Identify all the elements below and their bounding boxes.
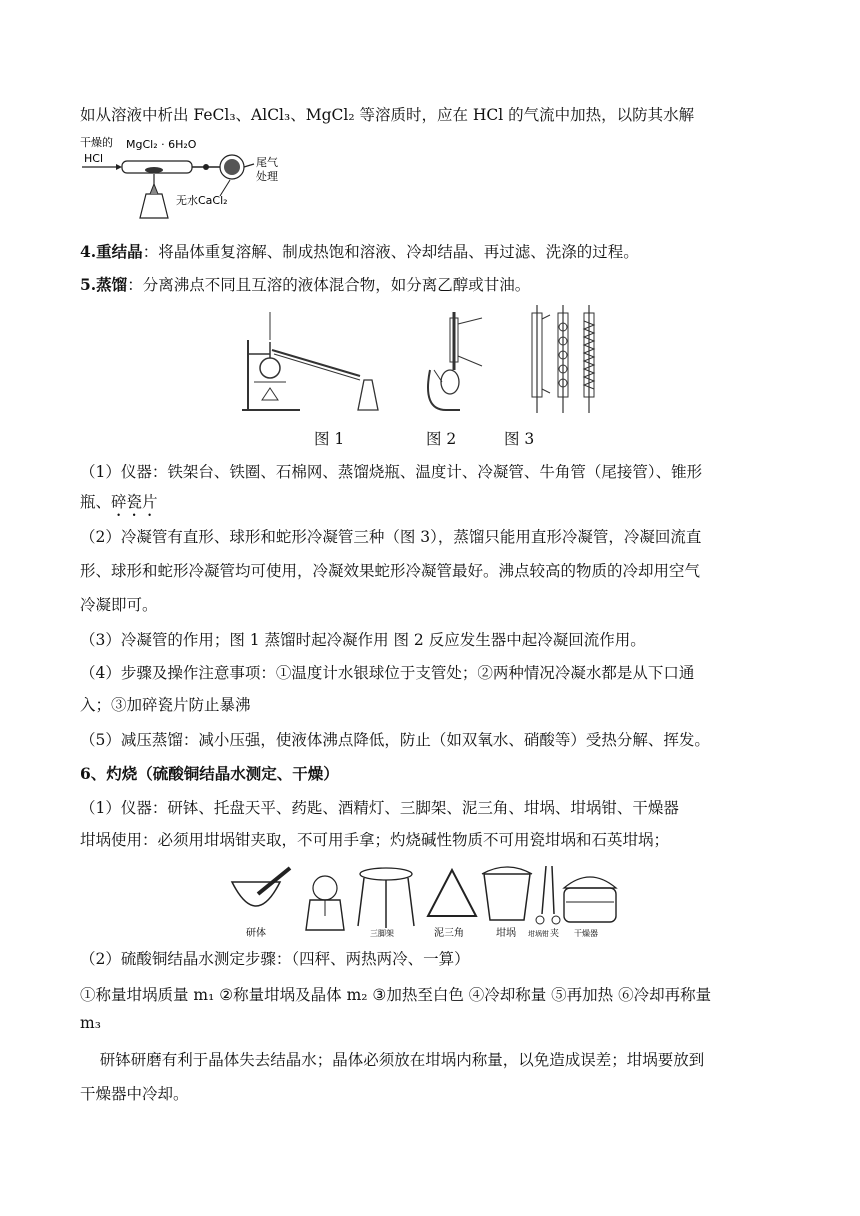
distill-p1-prefix: 瓶、	[80, 493, 112, 511]
distill-p2-line1: （2）冷凝管有直形、球形和蛇形冷凝管三种（图 3），蒸馏只能用直形冷凝管，冷凝回流直	[80, 528, 702, 546]
clamp-label: 夹	[550, 929, 560, 939]
section-5-distillation	[80, 274, 530, 296]
distill-p5: （5）减压蒸馏：减小压强，使液体沸点降低，防止（如双氧水、硝酸等）受热分解、挥发。	[80, 731, 710, 749]
distill-p4-line1: （4）步骤及操作注意事项：①温度计水银球位于支管处；②两种情况冷凝水都是从下口通	[80, 664, 695, 682]
hcl-label: HCl	[84, 152, 104, 165]
section-6-p2: （2）硫酸铜结晶水测定步骤：（四秤、两热两冷、一算）	[80, 950, 470, 968]
distill-p1-emphasis: 碎瓷片	[111, 493, 158, 511]
section-4-text: ：将晶体重复溶解、制成热饱和溶液、冷却结晶、再过滤、洗涤的过程。	[142, 243, 639, 261]
mortar-label: 研体	[246, 928, 266, 939]
tail-gas-label-2: 处理	[256, 170, 278, 183]
dry-label: 干燥的	[80, 136, 113, 149]
desiccator-label: 干燥器	[574, 929, 598, 938]
section-6-title: 6、灼烧（硫酸铜结晶水测定、干燥）	[80, 764, 339, 783]
section-5-text: ：分离沸点不同且互溶的液体混合物，如分离乙醇或甘油。	[127, 276, 531, 294]
section-6-steps-line1: ①称量坩埚质量 m₁ ②称量坩埚及晶体 m₂ ③加热至白色 ④冷却称量 ⑤再加热 ⑥冷却再称量	[80, 986, 712, 1004]
intro-line: 如从溶液中析出 FeCl₃、AlCl₃、MgCl₂ 等溶质时，应在 HCl 的气流中加热，以防其水解	[80, 106, 695, 124]
distill-p2-line3: 冷凝即可。	[80, 596, 158, 614]
section-6-note-line2: 干燥器中冷却。	[80, 1085, 189, 1103]
cacl2-label: 无水CaCl₂	[176, 194, 228, 207]
section-6-p1: （1）仪器：研钵、托盘天平、药匙、酒精灯、三脚架、泥三角、坩埚、坩埚钳、干燥器	[80, 799, 679, 817]
section-6-note-line1: 研钵研磨有利于晶体失去结晶水；晶体必须放在坩埚内称量，以免造成误差；坩埚要放到	[80, 1051, 705, 1069]
figure-1-caption: 图 1	[314, 430, 345, 448]
section-6-steps-line2: m₃	[80, 1014, 101, 1032]
clay-triangle-label: 泥三角	[434, 928, 464, 939]
tail-gas-label-1: 尾气	[256, 156, 278, 169]
ignition-equipment-figure	[228, 860, 620, 942]
crucible-label: 坩埚	[496, 928, 516, 939]
condenser-types-figure	[520, 305, 610, 415]
tongs-label: 坩埚钳	[528, 930, 549, 938]
distill-p1-line2	[80, 491, 158, 520]
distill-p3: （3）冷凝管的作用；图 1 蒸馏时起冷凝作用 图 2 反应发生器中起冷凝回流作用。	[80, 631, 646, 649]
distill-p4-line2: 入；③加碎瓷片防止暴沸	[80, 696, 251, 714]
figure-3-caption: 图 3	[504, 430, 535, 448]
reflux-setup-figure	[420, 310, 500, 414]
section-4-recrystallization	[80, 241, 639, 263]
distill-p2-line2: 形、球形和蛇形冷凝管均可使用，冷凝效果蛇形冷凝管最好。沸点较高的物质的冷却用空气	[80, 562, 701, 580]
figure-2-caption: 图 2	[426, 430, 457, 448]
distill-p1-line1: （1）仪器：铁架台、铁圈、石棉网、蒸馏烧瓶、温度计、冷凝管、牛角管（尾接管）、锥形	[80, 463, 703, 481]
hcl-drying-apparatus-figure	[80, 134, 290, 224]
salt-label: MgCl₂ · 6H₂O	[126, 138, 197, 151]
tripod-label: 三脚架	[370, 929, 394, 938]
section-4-title: 4.重结晶	[80, 242, 143, 261]
distillation-setup-figure	[240, 310, 390, 414]
section-6-p1b: 坩埚使用：必须用坩埚钳夹取，不可用手拿；灼烧碱性物质不可用瓷坩埚和石英坩埚；	[80, 831, 670, 849]
section-5-title: 5.蒸馏	[80, 275, 128, 294]
